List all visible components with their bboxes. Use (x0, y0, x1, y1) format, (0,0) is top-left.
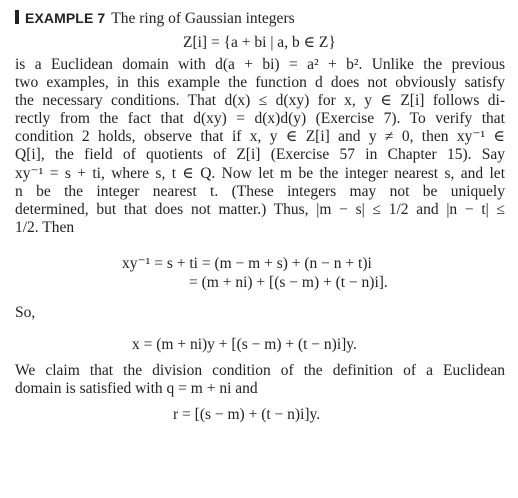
paragraph-line: domain is satisfied with q = m + ni and (15, 380, 258, 398)
paragraph-euclidean-proof (15, 56, 505, 237)
paragraph-division-claim (15, 362, 505, 398)
equation-xy-inverse: xy⁻¹ = s + ti = (m − m + s) + (n − n + t)i (122, 254, 372, 272)
paragraph-line: two examples, in this example the function d does not obviously satisfy (15, 74, 505, 92)
example-label: EXAMPLE 7 (25, 10, 106, 26)
equation-x-expression: x = (m + ni)y + [(s − m) + (t − n)i]y. (132, 335, 357, 353)
so-label: So, (15, 303, 36, 321)
equation-xy-inverse-continued: = (m + ni) + [(s − m) + (t − n)i]. (189, 273, 388, 291)
paragraph-line: We claim that the division condition of the definition of a Euclidean (15, 361, 505, 379)
heading-bar-marker (15, 10, 19, 24)
gaussian-integers-definition: Z[i] = {a + bi | a, b ∈ Z} (183, 34, 336, 51)
example-heading (15, 8, 505, 30)
example-title: The ring of Gaussian integers (111, 10, 295, 27)
paragraph-line: condition 2 holds, observe that if x, y ∈ Z[i] and y ≠ 0, then xy⁻¹ ∈ (15, 128, 505, 146)
paragraph-line: Q[i], the field of quotients of Z[i] (Exercise 57 in Chapter 15). Say (15, 146, 505, 164)
paragraph-line: n be the integer nearest t. (These integers may not be uniquely (15, 182, 505, 200)
paragraph-line: the necessary conditions. That d(x) ≤ d(xy) for x, y ∈ Z[i] follows di- (15, 92, 505, 110)
paragraph-line: rectly from the fact that d(xy) = d(x)d(y) (Exercise 7). To verify that (15, 110, 505, 128)
paragraph-line: 1/2. Then (15, 218, 75, 236)
paragraph-line: xy⁻¹ = s + ti, where s, t ∈ Q. Now let m be the integer nearest s, and let (15, 164, 505, 182)
textbook-page (15, 8, 505, 424)
paragraph-line: is a Euclidean domain with d(a + bi) = a² + b². Unlike the previous (15, 56, 505, 73)
paragraph-line: determined, but that does not matter.) Thus, |m − s| ≤ 1/2 and |n − t| ≤ (15, 200, 505, 218)
equation-remainder-r: r = [(s − m) + (t − n)i]y. (173, 406, 321, 424)
